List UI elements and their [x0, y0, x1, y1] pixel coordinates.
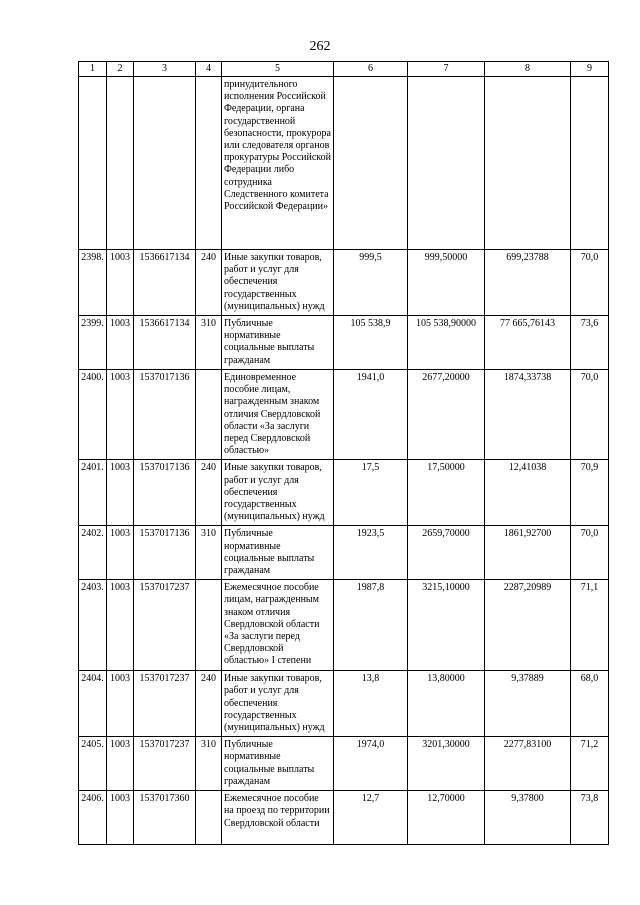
- column-header: 8: [485, 62, 571, 77]
- percent-cell: 73,8: [571, 791, 609, 845]
- expense-type-cell: [196, 791, 222, 845]
- target-code-cell: 1537017237: [134, 580, 196, 671]
- executed-cell: 2277,83100: [485, 737, 571, 791]
- column-header: 1: [79, 62, 107, 77]
- plan-cell: 13,8: [334, 671, 408, 737]
- target-code-cell: 1537017237: [134, 737, 196, 791]
- column-header: 6: [334, 62, 408, 77]
- column-header: 2: [107, 62, 134, 77]
- table-row: [79, 580, 609, 671]
- table-row: [79, 316, 609, 370]
- column-header: 5: [222, 62, 334, 77]
- name-cell: Ежемесячное пособие на проезд по территории Свердловской области: [222, 791, 334, 845]
- plan-cell: 12,7: [334, 791, 408, 845]
- table-row: [79, 250, 609, 316]
- plan-cell: [334, 77, 408, 250]
- name-cell: Единовременное пособие лицам, награжденным знаком отличия Свердловской области «За заслуги перед Свердловской областью»: [222, 370, 334, 460]
- executed-cell: 9,37889: [485, 671, 571, 737]
- page-number: 262: [309, 39, 331, 54]
- name-cell: принудительного исполнения Российской Федерации, органа государственной безопасности, прокурора или следователя органов прокуратуры Российской Федерации либо сотрудника Следственного комитета Российской Федерации»: [222, 77, 334, 250]
- target-code-cell: 1537017237: [134, 671, 196, 737]
- expense-type-cell: 310: [196, 526, 222, 580]
- target-code-cell: 1537017136: [134, 526, 196, 580]
- column-header: 7: [408, 62, 485, 77]
- executed-cell: 9,37800: [485, 791, 571, 845]
- table-row: [79, 737, 609, 791]
- section-code-cell: 1003: [107, 791, 134, 845]
- table-row: [79, 370, 609, 460]
- percent-cell: 73,6: [571, 316, 609, 370]
- approved-cell: 2659,70000: [408, 526, 485, 580]
- column-header: 3: [134, 62, 196, 77]
- percent-cell: 68,0: [571, 671, 609, 737]
- section-code-cell: 1003: [107, 737, 134, 791]
- approved-cell: 17,50000: [408, 460, 485, 526]
- executed-cell: 1874,33738: [485, 370, 571, 460]
- target-code-cell: [134, 77, 196, 250]
- target-code-cell: 1536617134: [134, 316, 196, 370]
- approved-cell: 3215,10000: [408, 580, 485, 671]
- plan-cell: 999,5: [334, 250, 408, 316]
- expense-type-cell: 310: [196, 737, 222, 791]
- executed-cell: 699,23788: [485, 250, 571, 316]
- row-number-cell: 2403.: [79, 580, 107, 671]
- table-header: [79, 62, 609, 77]
- row-number-cell: [79, 77, 107, 250]
- column-header: 4: [196, 62, 222, 77]
- approved-cell: 999,50000: [408, 250, 485, 316]
- target-code-cell: 1537017360: [134, 791, 196, 845]
- row-number-cell: 2401.: [79, 460, 107, 526]
- executed-cell: 1861,92700: [485, 526, 571, 580]
- header-row: [79, 62, 609, 77]
- name-cell: Иные закупки товаров, работ и услуг для обеспечения государственных (муниципальных) нужд: [222, 250, 334, 316]
- table-row: [79, 671, 609, 737]
- expense-type-cell: [196, 370, 222, 460]
- table-body: [79, 77, 609, 845]
- table-row: [79, 791, 609, 845]
- executed-cell: 12,41038: [485, 460, 571, 526]
- expense-type-cell: 310: [196, 316, 222, 370]
- plan-cell: 1941,0: [334, 370, 408, 460]
- row-number-cell: 2398.: [79, 250, 107, 316]
- executed-cell: 77 665,76143: [485, 316, 571, 370]
- name-cell: Иные закупки товаров, работ и услуг для обеспечения государственных (муниципальных) нужд: [222, 671, 334, 737]
- section-code-cell: 1003: [107, 671, 134, 737]
- column-header: 9: [571, 62, 609, 77]
- expense-type-cell: 240: [196, 250, 222, 316]
- approved-cell: 2677,20000: [408, 370, 485, 460]
- percent-cell: 71,2: [571, 737, 609, 791]
- expense-type-cell: [196, 77, 222, 250]
- section-code-cell: 1003: [107, 460, 134, 526]
- section-code-cell: 1003: [107, 316, 134, 370]
- budget-execution-table: [78, 61, 609, 845]
- table-row: [79, 526, 609, 580]
- section-code-cell: 1003: [107, 370, 134, 460]
- expense-type-cell: [196, 580, 222, 671]
- name-cell: Иные закупки товаров, работ и услуг для обеспечения государственных (муниципальных) нужд: [222, 460, 334, 526]
- plan-cell: 105 538,9: [334, 316, 408, 370]
- row-number-cell: 2405.: [79, 737, 107, 791]
- plan-cell: 1987,8: [334, 580, 408, 671]
- percent-cell: 70,0: [571, 250, 609, 316]
- section-code-cell: [107, 77, 134, 250]
- target-code-cell: 1537017136: [134, 370, 196, 460]
- approved-cell: 12,70000: [408, 791, 485, 845]
- target-code-cell: 1536617134: [134, 250, 196, 316]
- plan-cell: 1974,0: [334, 737, 408, 791]
- target-code-cell: 1537017136: [134, 460, 196, 526]
- plan-cell: 17,5: [334, 460, 408, 526]
- executed-cell: [485, 77, 571, 250]
- percent-cell: 70,0: [571, 370, 609, 460]
- approved-cell: 13,80000: [408, 671, 485, 737]
- approved-cell: [408, 77, 485, 250]
- table-row: [79, 460, 609, 526]
- section-code-cell: 1003: [107, 526, 134, 580]
- approved-cell: 105 538,90000: [408, 316, 485, 370]
- row-number-cell: 2402.: [79, 526, 107, 580]
- table-row: [79, 77, 609, 250]
- expense-type-cell: 240: [196, 671, 222, 737]
- name-cell: Публичные нормативные социальные выплаты гражданам: [222, 316, 334, 370]
- name-cell: Публичные нормативные социальные выплаты гражданам: [222, 526, 334, 580]
- approved-cell: 3201,30000: [408, 737, 485, 791]
- row-number-cell: 2400.: [79, 370, 107, 460]
- percent-cell: 70,0: [571, 526, 609, 580]
- expense-type-cell: 240: [196, 460, 222, 526]
- name-cell: Ежемесячное пособие лицам, награжденным знаком отличия Свердловской области «За заслуги перед Свердловской областью» I степени: [222, 580, 334, 671]
- percent-cell: 70,9: [571, 460, 609, 526]
- name-cell: Публичные нормативные социальные выплаты гражданам: [222, 737, 334, 791]
- section-code-cell: 1003: [107, 580, 134, 671]
- section-code-cell: 1003: [107, 250, 134, 316]
- executed-cell: 2287,20989: [485, 580, 571, 671]
- row-number-cell: 2399.: [79, 316, 107, 370]
- row-number-cell: 2404.: [79, 671, 107, 737]
- plan-cell: 1923,5: [334, 526, 408, 580]
- percent-cell: [571, 77, 609, 250]
- percent-cell: 71,1: [571, 580, 609, 671]
- row-number-cell: 2406.: [79, 791, 107, 845]
